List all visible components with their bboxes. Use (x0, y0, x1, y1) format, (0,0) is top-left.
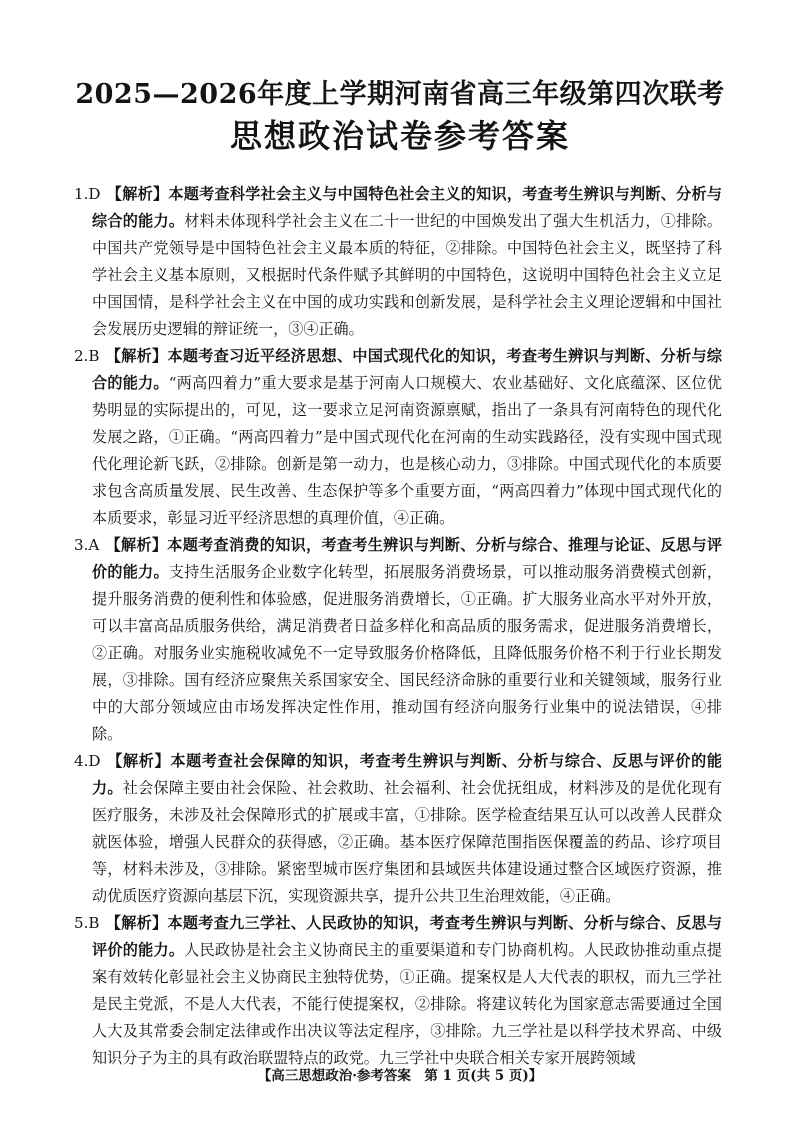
analysis-lead: 【解析】本题考查九三学社、人民政协的知识，考查考生辨识与判断、分析与综合、反思与评价的能力。 (92, 914, 722, 959)
answer-item-1 (74, 181, 722, 343)
analysis-lead: 【解析】本题考查习近平经济思想、中国式现代化的知识，考查考生辨识与判断、分析与综合的能力。 (92, 347, 722, 392)
analysis-body: 人民政协是社会主义协商民主的重要渠道和专门协商机构。人民政协推动重点提案有效转化彰显社会主义协商民主独特优势，①正确。提案权是人大代表的职权，而九三学社是民主党派，不是人大代表，不能行使提案权，②排除。将建议转化为国家意志需要通过全国人大及其常委会制定法律或作出决议等法定程序，③排除。九三学社是以科学技术界高、中级知识分子为主的具有政治联盟特点的政党。九三学社中央联合相关专家开展跨领域 (92, 941, 722, 1067)
analysis-body: 支持生活服务企业数字化转型，拓展服务消费场景，可以推动服务消费模式创新，提升服务消费的便利性和体验感，促进服务消费增长，①正确。扩大服务业高水平对外开放，可以丰富高品质服务供给，满足消费者日益多样化和高品质的服务需求，促进服务消费增长，②正确。对服务业实施税收减免不一定导致服务价格降低，且降低服务价格不利于行业长期发展，③排除。国有经济应聚焦关系国家安全、国民经济命脉的重要行业和关键领域，服务行业中的大部分领域应由市场发挥决定性作用，推动国有经济向服务行业集中的说法错误，④排除。 (92, 563, 722, 743)
question-number: 3. (74, 536, 89, 554)
analysis-lead: 【解析】本题考查科学社会主义与中国特色社会主义的知识，考查考生辨识与判断、分析与综合的能力。 (92, 185, 722, 230)
answer-choice: B (88, 347, 100, 365)
answer-choice: D (88, 752, 101, 770)
answer-item-2 (74, 343, 722, 532)
answer-item-3 (74, 532, 722, 748)
analysis-body: 社会保障主要由社会保险、社会救助、社会福利、社会优抚组成，材料涉及的是优化现有医疗服务，未涉及社会保障形式的扩展或丰富，①排除。医学检查结果互认可以改善人民群众就医体验，增强人民群众的获得感，②正确。基本医疗保障范围指医保覆盖的药品、诊疗项目等，材料未涉及，③排除。紧密型城市医疗集团和县域医共体建设通过整合区域医疗资源，推动优质医疗资源向基层下沉，实现资源共享，提升公共卫生治理效能，④正确。 (92, 779, 722, 905)
answer-item-4 (74, 748, 722, 910)
analysis-lead: 【解析】本题考查消费的知识，考查考生辨识与判断、分析与综合、推理与论证、反思与评价的能力。 (92, 536, 722, 581)
answer-choice: D (88, 185, 101, 203)
analysis-body: 材料未体现科学社会主义在二十一世纪的中国焕发出了强大生机活力，①排除。中国共产党领导是中国特色社会主义最本质的特征，②排除。中国特色社会主义，既坚持了科学社会主义基本原则，又根据时代条件赋予其鲜明的中国特色，这说明中国特色社会主义立足中国国情，是科学社会主义在中国的成功实践和创新发展，是科学社会主义理论逻辑和中国社会发展历史逻辑的辩证统一，③④正确。 (92, 212, 722, 338)
page-footer: 【高三思想政治·参考答案 第 1 页(共 5 页)】 (257, 1068, 543, 1084)
question-number: 4. (74, 752, 89, 770)
question-number: 1. (74, 185, 89, 203)
document-subtitle: 思想政治试卷参考答案 (229, 117, 570, 155)
exam-title: 2025—2026年度上学期河南省高三年级第四次联考 (75, 79, 725, 110)
answer-item-5 (74, 910, 722, 1072)
question-number: 5. (74, 914, 89, 932)
analysis-body: “两高四着力”重大要求是基于河南人口规模大、农业基础好、文化底蕴深、区位优势明显的实际提出的，可见，这一要求立足河南资源禀赋，指出了一条具有河南特色的现代化发展之路，①正确。“两高四着力”是中国式现代化在河南的生动实践路径，没有实现中国式现代化理论新飞跃，②排除。创新是第一动力，也是核心动力，③排除。中国式现代化的本质要求包含高质量发展、民生改善、生态保护等多个重要方面，“两高四着力”体现中国式现代化的本质要求，彰显习近平经济思想的真理价值，④正确。 (92, 374, 722, 527)
analysis-lead: 【解析】本题考查社会保障的知识，考查考生辨识与判断、分析与综合、反思与评价的能力。 (92, 752, 722, 797)
question-number: 2. (74, 347, 89, 365)
answer-list (74, 181, 722, 1072)
answer-choice: A (88, 536, 100, 554)
answer-choice: B (88, 914, 100, 932)
